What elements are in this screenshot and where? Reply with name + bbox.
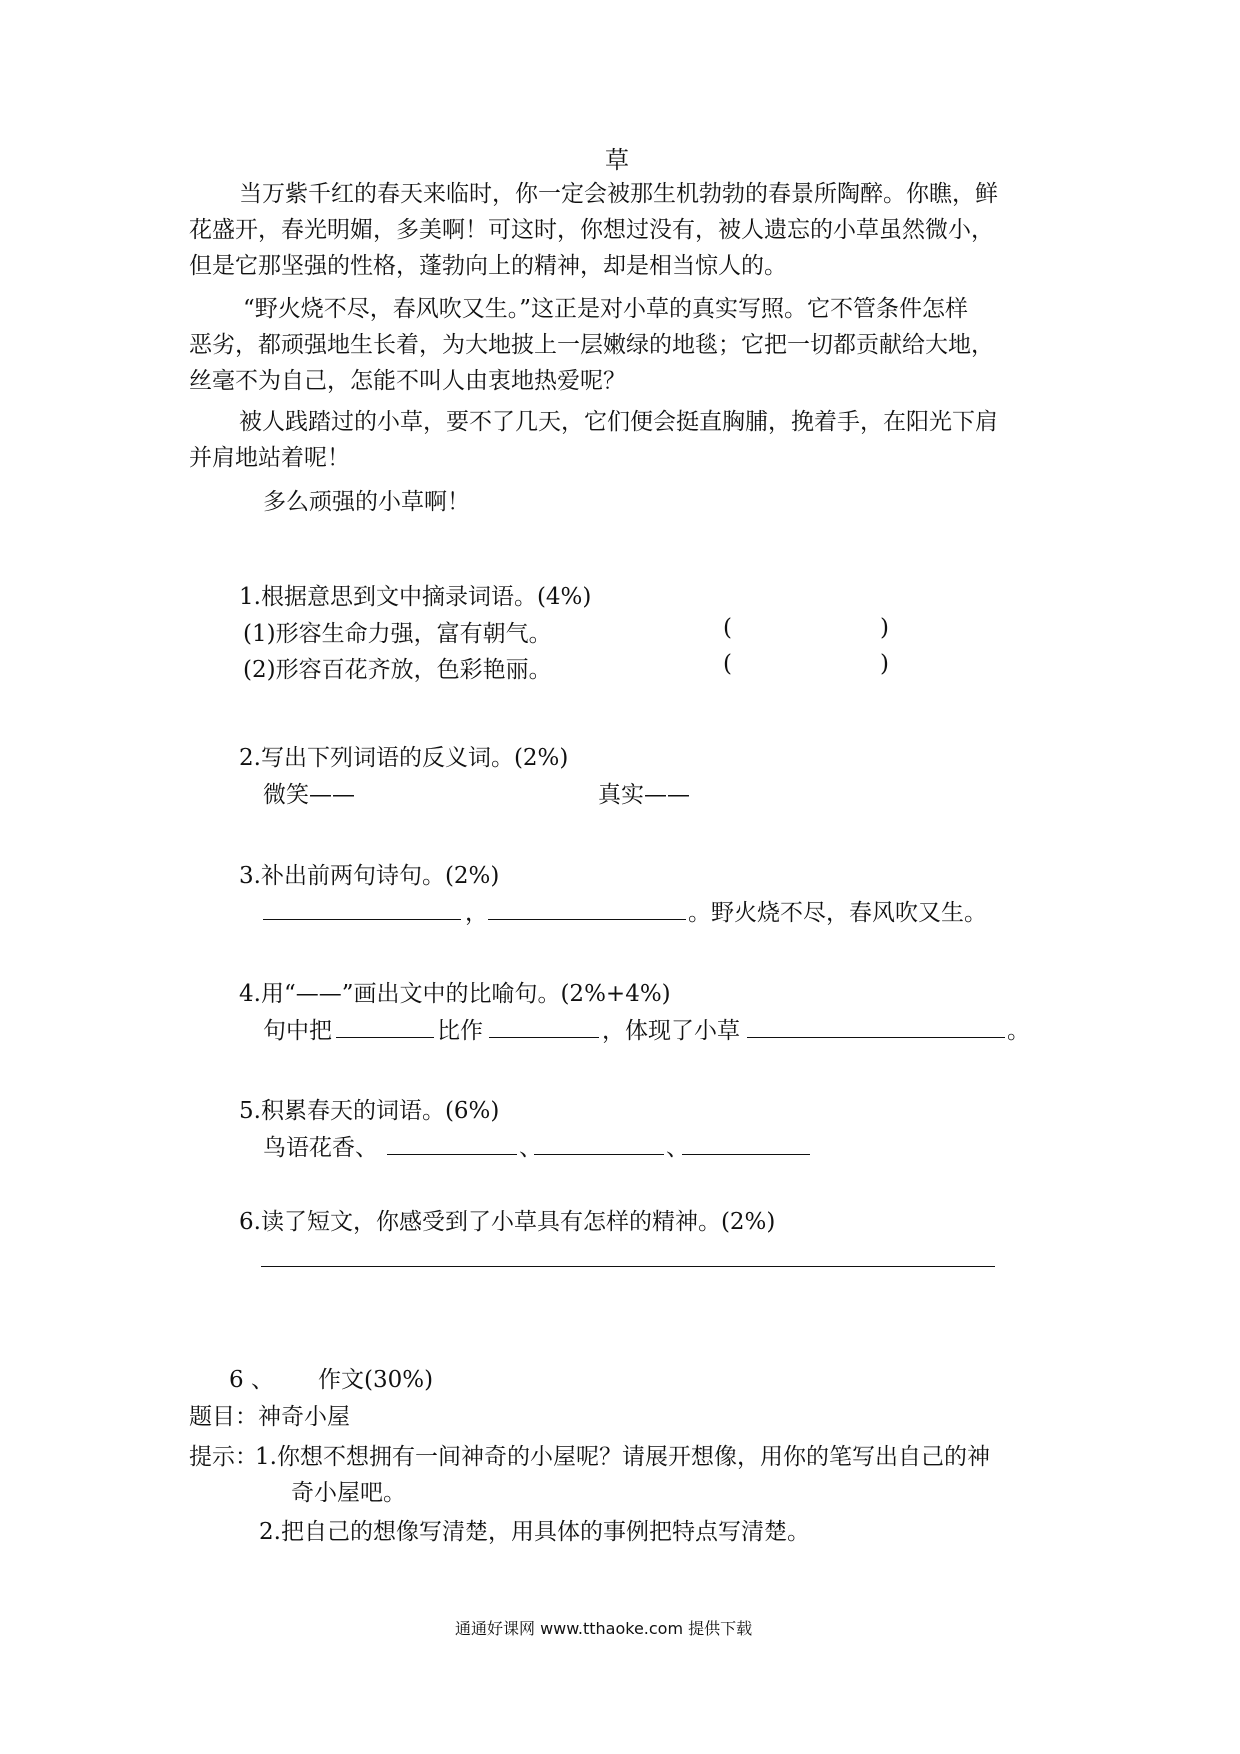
question-3-title: 3.补出前两句诗句。(2%): [239, 863, 500, 889]
answer-paren-open: (: [723, 615, 732, 641]
hint-label: 提示：: [189, 1444, 258, 1470]
question-2-title: 2.写出下列词语的反义词。(2%): [239, 745, 569, 771]
answer-blank[interactable]: [747, 1037, 1005, 1038]
answer-blank[interactable]: [387, 1154, 517, 1155]
answer-blank[interactable]: [261, 1266, 995, 1267]
question-4-title: 4.用“——”画出文中的比喻句。(2%+4%): [239, 981, 671, 1007]
composition-topic: 题目：神奇小屋: [189, 1404, 350, 1430]
answer-paren-close: ): [880, 615, 889, 641]
hint-1: 1.你想不想拥有一间神奇的小屋呢？请展开想像，用你的笔写出自己的神: [255, 1444, 990, 1470]
answer-blank[interactable]: [489, 1037, 599, 1038]
q4-text-a: 句中把: [263, 1018, 332, 1044]
q5-example: 鸟语花香、: [263, 1135, 378, 1161]
composition-number: 6 、: [229, 1367, 274, 1393]
question-1-item-2: (2)形容百花齐放，色彩艳丽。: [243, 657, 552, 683]
footer-source: 通通好课网 www.tthaoke.com 提供下载: [455, 1619, 753, 1638]
q5-separator: 、: [666, 1135, 689, 1161]
passage-line: 恶劣，都顽强地生长着，为大地披上一层嫩绿的地毯；它把一切都贡献给大地，: [189, 332, 994, 358]
answer-blank[interactable]: [336, 1037, 434, 1038]
question-1-title: 1.根据意思到文中摘录词语。(4%): [239, 584, 592, 610]
antonym-prompt-1: 微笑——: [263, 782, 355, 808]
passage-line: “野火烧不尽，春风吹又生。”这正是对小草的真实写照。它不管条件怎样: [243, 296, 969, 322]
answer-blank[interactable]: [534, 1154, 664, 1155]
poem-tail: 。野火烧不尽，春风吹又生。: [688, 900, 987, 926]
answer-paren-close: ): [880, 651, 889, 677]
hint-1-continued: 奇小屋吧。: [291, 1480, 406, 1506]
question-5-title: 5.积累春天的词语。(6%): [239, 1098, 500, 1124]
passage-line: 当万紫千红的春天来临时，你一定会被那生机勃勃的春景所陶醉。你瞧，鲜: [239, 181, 998, 207]
antonym-prompt-2: 真实——: [598, 782, 690, 808]
passage-line: 被人践踏过的小草，要不了几天，它们便会挺直胸脯，挽着手，在阳光下肩: [239, 409, 998, 435]
question-1-item-1: (1)形容生命力强，富有朝气。: [243, 621, 552, 647]
answer-blank[interactable]: [682, 1154, 810, 1155]
hint-2: 2.把自己的想像写清楚，用具体的事例把特点写清楚。: [259, 1519, 810, 1545]
answer-blank[interactable]: [488, 919, 686, 920]
comma: ，: [465, 900, 488, 926]
passage-line: 花盛开，春光明媚，多美啊！可这时，你想过没有，被人遗忘的小草虽然微小，: [189, 217, 994, 243]
q5-separator: 、: [519, 1135, 542, 1161]
passage-line: 并肩地站着呢！: [189, 445, 350, 471]
answer-paren-open: (: [723, 651, 732, 677]
answer-blank[interactable]: [263, 919, 461, 920]
page-title: 草: [605, 146, 629, 174]
passage-line: 但是它那坚强的性格，蓬勃向上的精神，却是相当惊人的。: [189, 253, 787, 279]
q4-text-c: ，体现了小草: [602, 1018, 740, 1044]
passage-line: 丝毫不为自己，怎能不叫人由衷地热爱呢？: [189, 368, 626, 394]
question-6-title: 6.读了短文，你感受到了小草具有怎样的精神。(2%): [239, 1209, 776, 1235]
passage-line: 多么顽强的小草啊！: [263, 489, 470, 515]
q4-text-d: 。: [1007, 1018, 1030, 1044]
q4-text-b: 比作: [437, 1018, 483, 1044]
composition-heading: 作文(30%): [318, 1367, 434, 1393]
